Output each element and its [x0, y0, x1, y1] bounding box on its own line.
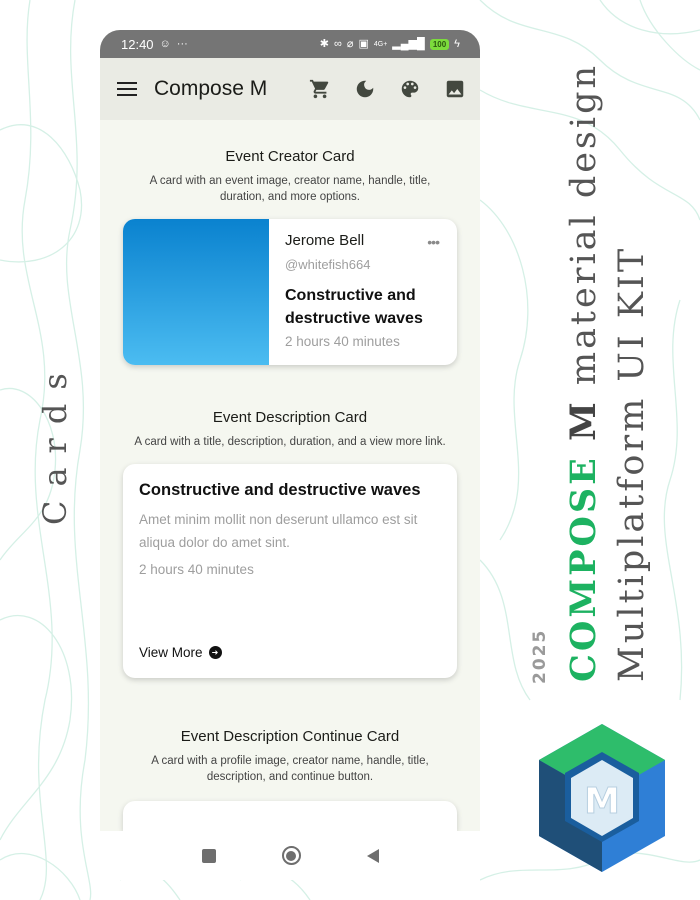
section-description: A card with a title, description, duration, and a view more link.: [134, 436, 446, 448]
image-icon[interactable]: [444, 78, 466, 100]
status-bar: [100, 30, 480, 58]
cards-side-label: Cards: [36, 359, 74, 525]
event-title: Constructive and destructive waves: [139, 481, 421, 499]
year-label: 2025: [530, 628, 550, 684]
charging-icon: ϟ: [454, 37, 460, 50]
palette-icon[interactable]: [399, 78, 421, 100]
creator-handle: @whitefish664: [285, 257, 371, 272]
section-title: Event Creator Card: [225, 148, 355, 165]
top-app-bar: [100, 58, 480, 120]
dark-mode-icon[interactable]: [354, 78, 376, 100]
view-more-link[interactable]: [139, 645, 222, 660]
app-title: Compose M: [154, 77, 268, 100]
do-not-disturb-icon: ⌀: [346, 37, 354, 50]
event-image: [123, 219, 269, 365]
system-navigation-bar: [100, 831, 480, 880]
brand-m: M: [563, 399, 604, 441]
signal-icon: ▂▄▆█: [392, 37, 425, 50]
section-title: Event Description Continue Card: [180, 728, 400, 745]
battery-indicator: 100: [430, 39, 449, 50]
network-label: 4G+: [373, 40, 388, 48]
notification-icon: ☺: [159, 37, 171, 50]
status-time: 12:40: [121, 36, 154, 52]
recents-button[interactable]: [202, 849, 216, 863]
phone-screen: [100, 30, 480, 880]
event-description-card[interactable]: [123, 464, 457, 678]
section-description: A card with a profile image, creator name, handle, title, description, and continue button.: [151, 755, 429, 783]
menu-icon[interactable]: [117, 82, 137, 96]
svg-text:M: M: [584, 781, 620, 822]
event-duration: 2 hours 40 minutes: [285, 334, 400, 349]
volte-icon: ▣: [358, 37, 369, 50]
creator-name: Jerome Bell: [285, 232, 365, 249]
bluetooth-icon: ✱: [319, 37, 329, 50]
promo-title-line1: [563, 63, 604, 682]
more-options-icon[interactable]: •••: [427, 234, 439, 250]
promo-subtitle: material design: [564, 62, 604, 400]
section-title: Event Description Card: [212, 409, 368, 426]
content-scroll-area[interactable]: [100, 148, 480, 831]
arrow-circle-icon: ➜: [209, 646, 222, 659]
cart-icon[interactable]: [309, 78, 331, 100]
event-description-continue-card[interactable]: [123, 801, 457, 831]
more-notifications-icon: ···: [176, 37, 188, 50]
event-title: Constructive and destructive waves: [285, 287, 423, 327]
brand-name: COMPOSE: [563, 455, 604, 682]
promo-title-line2: Multiplatform UI KIT: [612, 245, 652, 682]
event-description: Amet minim mollit non deserunt ullamco est sit aliqua dolor do amet sint.: [139, 512, 418, 550]
link-icon: ∞: [333, 37, 342, 50]
view-more-label: View More: [139, 645, 203, 660]
event-creator-card[interactable]: [123, 219, 457, 365]
event-duration: 2 hours 40 minutes: [139, 562, 254, 577]
compose-m-logo-icon: [535, 722, 669, 874]
back-button[interactable]: [367, 849, 379, 863]
section-description: A card with an event image, creator name, handle, title, duration, and more options.: [149, 175, 431, 203]
home-button[interactable]: [282, 846, 301, 865]
